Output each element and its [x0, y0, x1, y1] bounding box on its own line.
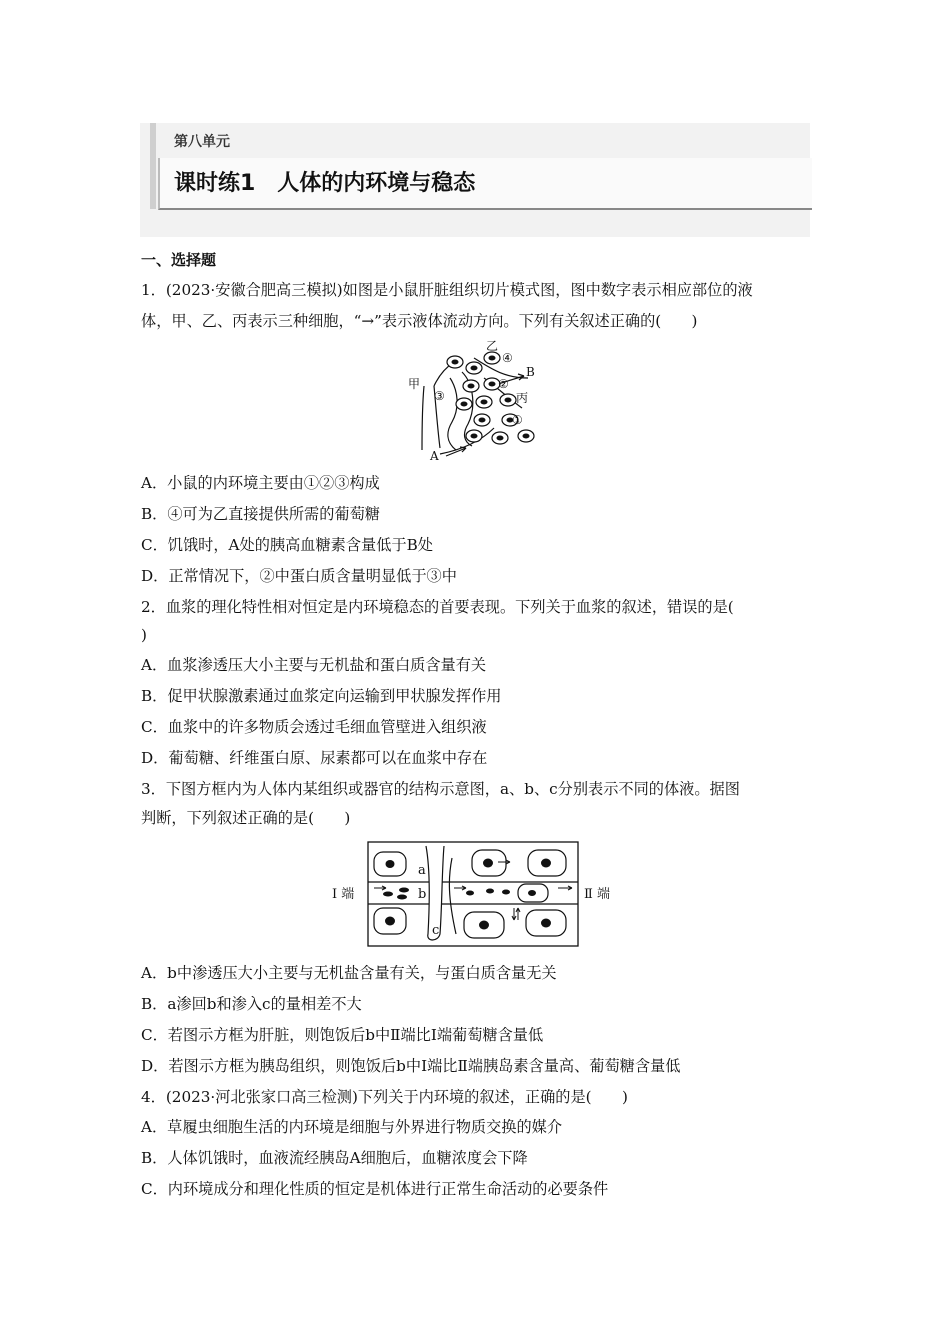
q1-option-d: D．正常情况下，②中蛋白质含量明显低于③中: [141, 567, 457, 585]
q1-stem-line2: 体，甲、乙、丙表示三种细胞，“→”表示液体流动方向。下列有关叙述正确的( ): [141, 312, 698, 330]
q3-label-b: b: [418, 887, 427, 902]
q2-option-b: B．促甲状腺激素通过血浆定向运输到甲状腺发挥作用: [141, 687, 502, 705]
q4-stem: 4．(2023·河北张家口高三检测)下列关于内环境的叙述，正确的是( ): [141, 1088, 628, 1106]
q2-stem-line2: ): [141, 626, 147, 644]
q1-option-a: A．小鼠的内环境主要由①②③构成: [141, 474, 380, 492]
q2-option-d: D．葡萄糖、纤维蛋白原、尿素都可以在血浆中存在: [141, 749, 488, 767]
q3-tissue-structure-figure: [330, 838, 620, 950]
q1-label-n2: ②: [498, 377, 509, 391]
header-stripe: [150, 123, 156, 209]
q3-label-end1: Ⅰ 端: [332, 887, 355, 902]
q4-option-b: B．人体饥饿时，血液流经胰岛A细胞后，血糖浓度会下降: [141, 1149, 528, 1167]
q1-stem-line1: 1．(2023·安徽合肥高三模拟)如图是小鼠肝脏组织切片模式图，图中数字表示相应部位的液: [141, 281, 753, 299]
q2-stem-line1: 2．血浆的理化特性相对恒定是内环境稳态的首要表现。下列关于血浆的叙述，错误的是(: [141, 598, 734, 616]
q1-option-b: B．④可为乙直接提供所需的葡萄糖: [141, 505, 380, 523]
q1-label-a: A: [430, 449, 439, 463]
q1-label-bing: 丙: [516, 391, 529, 405]
lesson-title: 课时练1 人体的内环境与稳态: [174, 171, 476, 196]
q3-stem-line2: 判断，下列叙述正确的是( ): [141, 809, 351, 827]
q1-label-jia: 甲: [408, 377, 421, 391]
q4-option-c: C．内环境成分和理化性质的恒定是机体进行正常生命活动的必要条件: [141, 1180, 609, 1198]
q1-label-b: B: [526, 365, 535, 379]
q2-option-c: C．血浆中的许多物质会透过毛细血管壁进入组织液: [141, 718, 487, 736]
q2-option-a: A．血浆渗透压大小主要与无机盐和蛋白质含量有关: [141, 656, 487, 674]
section-title: 一、选择题: [141, 251, 217, 269]
q3-stem-line1: 3．下图方框内为人体内某组织或器官的结构示意图，a、b、c分别表示不同的体液。据图: [141, 780, 740, 798]
q3-label-c: c: [432, 923, 440, 938]
q1-label-n4: ④: [502, 351, 513, 365]
q3-option-a: A．b中渗透压大小主要与无机盐含量有关，与蛋白质含量无关: [141, 964, 557, 982]
q1-label-yi: 乙: [486, 339, 499, 353]
q1-label-n3: ③: [434, 389, 445, 403]
q1-option-c: C．饥饿时，A处的胰高血糖素含量低于B处: [141, 536, 433, 554]
q3-label-a: a: [418, 863, 426, 878]
q3-option-b: B．a渗回b和渗入c的量相差不大: [141, 995, 362, 1013]
q4-option-a: A．草履虫细胞生活的内环境是细胞与外界进行物质交换的媒介: [141, 1118, 563, 1136]
q3-option-d: D．若图示方框为胰岛组织，则饱饭后b中Ⅰ端比Ⅱ端胰岛素含量高、葡萄糖含量低: [141, 1057, 681, 1075]
unit-label: 第八单元: [174, 134, 230, 150]
q1-liver-tissue-figure: [400, 338, 550, 464]
q1-label-n1: ①: [512, 413, 523, 427]
q3-option-c: C．若图示方框为肝脏，则饱饭后b中Ⅱ端比Ⅰ端葡萄糖含量低: [141, 1026, 544, 1044]
q3-label-end2: Ⅱ 端: [584, 887, 610, 902]
